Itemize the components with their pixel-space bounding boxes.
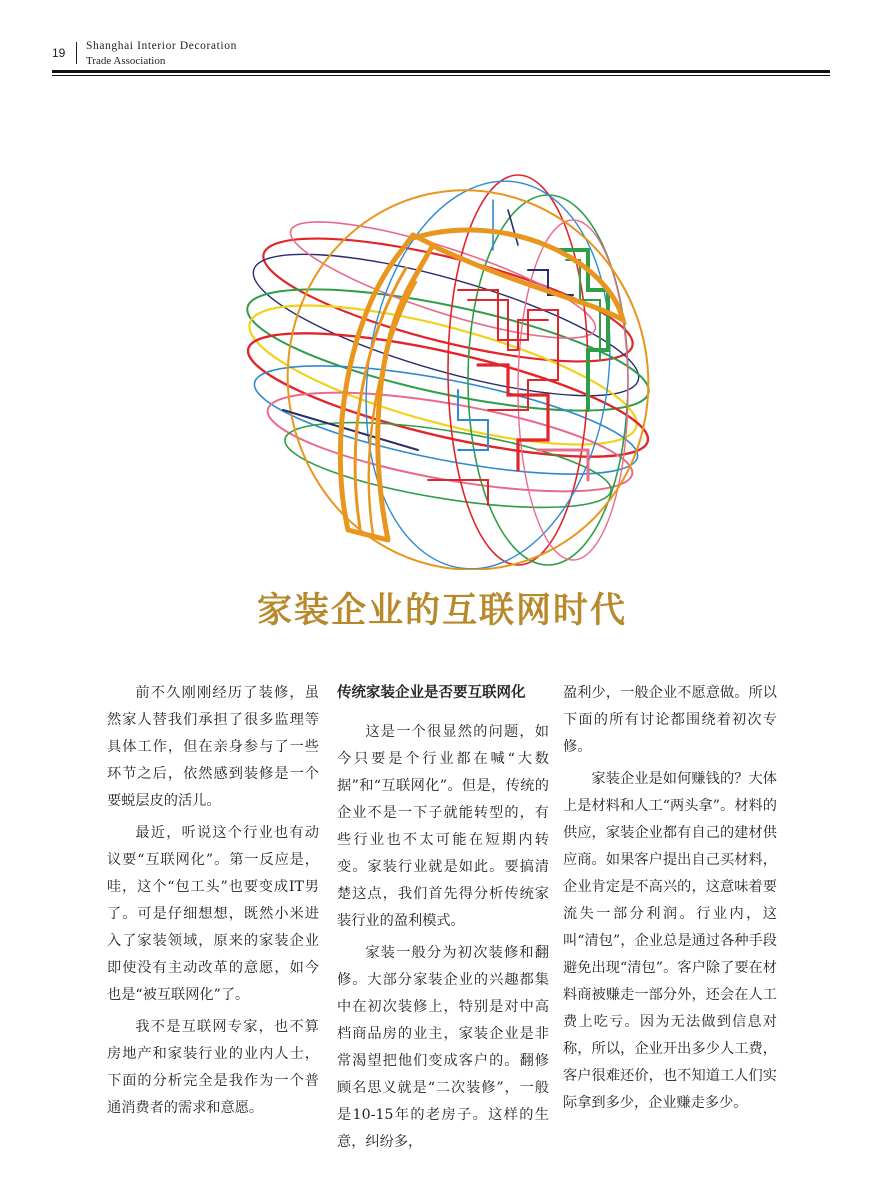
page-number: 19 — [52, 46, 66, 60]
paragraph-continuation: 盈利少，一般企业不愿意做。所以下面的所有讨论都围绕着初次专修。 — [563, 685, 777, 755]
article-column-2 — [337, 680, 549, 1161]
section-subheading: 传统家装企业是否要互联网化 — [337, 685, 526, 701]
article-title: 家装企业的互联网时代 — [256, 590, 627, 631]
paragraph: 这是一个很显然的问题，如今只要是个行业都在喊“大数据”和“互联网化”。但是，传统的企业不是一下子就能转型的，有些行业也不太可能在短期内转变。家装行业就是如此。要搞清楚这点，我们首先得分析传统家装行业的盈利模式。 — [337, 724, 549, 929]
publication-subname: Trade Association — [86, 55, 166, 67]
paragraph: 最近，听说这个行业也有动议要“互联网化”。第一反应是，哇，这个“包工头”也要变成IT男了。可是仔细想想，既然小米进入了家装领域，原来的家装企业即使没有主动改革的意愿，如今也是“被互联网化”了。 — [107, 825, 319, 1003]
page-header — [52, 40, 830, 80]
paragraph: 家装一般分为初次装修和翻修。大部分家装企业的兴趣都集中在初次装修上，特别是对中高档商品房的业主，家装企业是非常渴望把他们变成客户的。翻修顾名思义就是“二次装修”，一般是10-15年的老房子。这样的生意，纠纷多， — [337, 945, 549, 1150]
globe-illustration — [228, 150, 668, 570]
article-column-1 — [107, 680, 319, 1127]
publication-name: Shanghai Interior Decoration — [86, 40, 237, 52]
header-divider — [76, 42, 77, 64]
paragraph: 我不是互联网专家，也不算房地产和家装行业的业内人士，下面的分析完全是我作为一个普通消费者的需求和意愿。 — [107, 1019, 319, 1116]
header-rule-thick — [52, 70, 830, 73]
paragraph: 前不久刚刚经历了装修，虽然家人替我们承担了很多监理等具体工作，但在亲身参与了一些环节之后，依然感到装修是一个要蜕层皮的活儿。 — [107, 685, 319, 809]
article-column-3 — [563, 680, 777, 1122]
header-rule-thin — [52, 75, 830, 76]
paragraph: 家装企业是如何赚钱的？大体上是材料和人工“两头拿”。材料的供应，家装企业都有自己的建材供应商。如果客户提出自己买材料，企业肯定是不高兴的，这意味着要流失一部分利润。行业内，这叫“清包”，企业总是通过各种手段避免出现“清包”。客户除了要在材料商被赚走一部分外，还会在人工费上吃亏。因为无法做到信息对称，所以，企业开出多少人工费，客户很难还价，也不知道工人们实际拿到多少，企业赚走多少。 — [563, 771, 777, 1111]
